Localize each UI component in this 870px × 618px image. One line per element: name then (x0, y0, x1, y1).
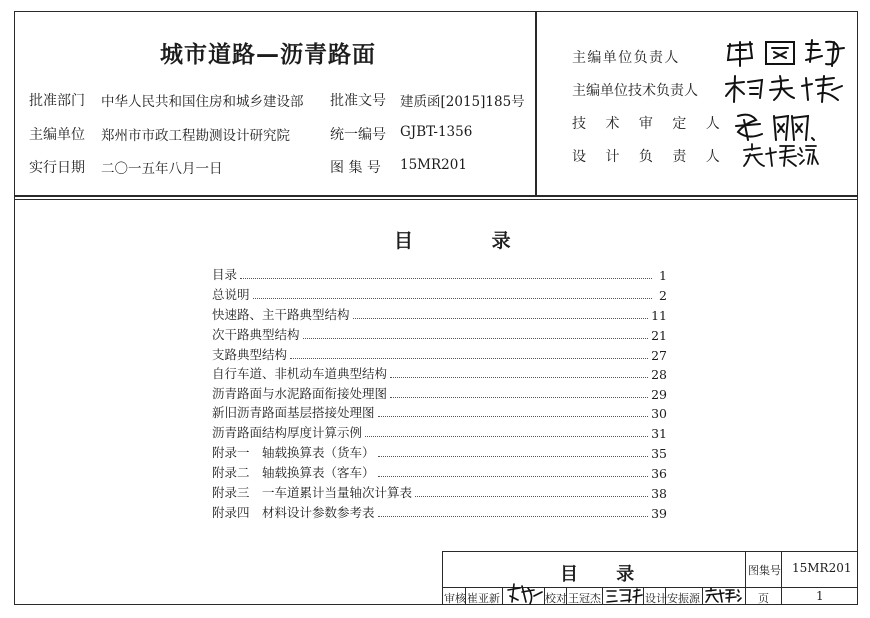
atlas-title: 城市道路—沥青路面 (160, 42, 376, 68)
toc-item-page: 28 (651, 367, 667, 382)
toc-leader (290, 358, 648, 359)
role-technical-reviewer: 技 术 审 定 人 (572, 116, 728, 132)
signature-4 (740, 142, 820, 170)
toc-item-page: 39 (651, 506, 667, 521)
titleblock-sheet-title: 目 录 (560, 564, 651, 585)
toc-heading: 目 录 (394, 230, 547, 252)
toc-item-page: 1 (659, 268, 667, 283)
approval-dept-label: 批准部门 (29, 93, 85, 109)
role-design-head: 设 计 负 责 人 (572, 149, 728, 165)
toc-leader (353, 318, 649, 319)
toc-leader (415, 496, 648, 497)
titleblock-review-name: 崔亚新 (467, 592, 500, 605)
toc-item-page: 30 (651, 406, 667, 421)
signature-3 (730, 110, 830, 146)
toc-item-page: 27 (651, 348, 667, 363)
titleblock-top-border (442, 551, 858, 552)
toc-item[interactable] (212, 423, 667, 441)
toc-leader (378, 456, 649, 457)
toc-item-label: 附录二 轴载换算表（客车） (212, 465, 375, 480)
toc-item-page: 31 (651, 426, 667, 441)
impl-date-value: 二〇一五年八月一日 (101, 161, 223, 177)
toc-item[interactable] (212, 443, 667, 461)
toc-item[interactable] (212, 325, 667, 343)
titleblock-cell-divider (602, 587, 603, 605)
toc-leader (390, 397, 648, 398)
toc-item-label: 次干路典型结构 (212, 327, 300, 342)
toc-item-label: 附录四 材料设计参数参考表 (212, 505, 375, 520)
toc-item-label: 目录 (212, 267, 238, 282)
toc-item[interactable] (212, 305, 667, 323)
header-bottom-border (14, 195, 858, 197)
titleblock-page-label: 页 (758, 592, 769, 605)
signature-1 (722, 36, 852, 72)
toc-item[interactable] (212, 384, 667, 402)
header-bottom-border-inner (14, 199, 858, 200)
toc-leader (240, 278, 652, 279)
toc-item-label: 附录一 轴载换算表（货车） (212, 445, 375, 460)
toc-item-label: 自行车道、非机动车道典型结构 (212, 366, 388, 381)
toc-leader (378, 516, 649, 517)
toc-item-label: 快速路、主干路典型结构 (212, 307, 350, 322)
header-vertical-divider (535, 11, 537, 197)
titleblock-review-label: 审核 (444, 592, 466, 605)
toc-item[interactable] (212, 364, 667, 382)
toc-item-label: 附录三 一车道累计当量轴次计算表 (212, 485, 413, 500)
toc-item-page: 21 (651, 328, 667, 343)
toc-item-label: 支路典型结构 (212, 347, 288, 362)
titleblock-cell-divider (502, 587, 503, 605)
toc-item-page: 35 (651, 446, 667, 461)
toc-item-page: 38 (651, 486, 667, 501)
titleblock-check-name: 王冠杰 (568, 592, 601, 605)
approval-no-value: 建质函[2015]185号 (400, 94, 525, 110)
editor-unit-label: 主编单位 (29, 127, 85, 143)
toc-item[interactable] (212, 463, 667, 481)
toc-item-page: 29 (651, 387, 667, 402)
toc-leader (365, 436, 648, 437)
toc-item-page: 2 (659, 288, 667, 303)
approval-dept-value: 中华人民共和国住房和城乡建设部 (101, 94, 304, 110)
toc-leader (303, 338, 649, 339)
atlas-no-value: 15MR201 (400, 157, 467, 173)
unified-no-label: 统一编号 (330, 127, 386, 143)
toc-leader (378, 476, 649, 477)
titleblock-atlas-label: 图集号 (748, 564, 781, 577)
toc-leader (378, 416, 649, 417)
toc-item[interactable] (212, 285, 667, 303)
titleblock-design-label: 设计 (645, 592, 667, 605)
unified-no-value: GJBT-1356 (400, 124, 473, 140)
titleblock-divider-right (745, 551, 746, 605)
toc-item-page: 11 (651, 308, 667, 323)
toc-item-label: 总说明 (212, 287, 250, 302)
toc-item[interactable] (212, 483, 667, 501)
atlas-no-label: 图 集 号 (330, 160, 381, 176)
titleblock-design-name: 安振源 (667, 592, 700, 605)
signature-2 (722, 72, 852, 106)
role-chief-editor: 主编单位负责人 (572, 50, 680, 66)
toc-item-page: 36 (651, 466, 667, 481)
toc-leader (253, 298, 652, 299)
impl-date-label: 实行日期 (29, 160, 85, 176)
toc-item[interactable] (212, 403, 667, 421)
titleblock-atlas-value: 15MR201 (792, 561, 852, 575)
toc-item[interactable] (212, 503, 667, 521)
reviewer-signature (504, 582, 544, 606)
toc-leader (390, 377, 648, 378)
toc-item[interactable] (212, 345, 667, 363)
role-technical-head: 主编单位技术负责人 (572, 83, 698, 99)
titleblock-divider-code (781, 551, 782, 605)
checker-signature (604, 587, 644, 605)
titleblock-page-value: 1 (816, 589, 824, 603)
toc-item[interactable] (212, 265, 667, 283)
toc-item-label: 沥青路面结构厚度计算示例 (212, 425, 363, 440)
toc-item-label: 沥青路面与水泥路面衔接处理图 (212, 386, 388, 401)
titleblock-check-label: 校对 (545, 592, 567, 605)
editor-unit-value: 郑州市市政工程勘测设计研究院 (101, 128, 290, 144)
approval-no-label: 批准文号 (330, 93, 386, 109)
titleblock-cell-divider (702, 587, 703, 605)
toc-item-label: 新旧沥青路面基层搭接处理图 (212, 405, 375, 420)
designer-signature (704, 587, 744, 605)
